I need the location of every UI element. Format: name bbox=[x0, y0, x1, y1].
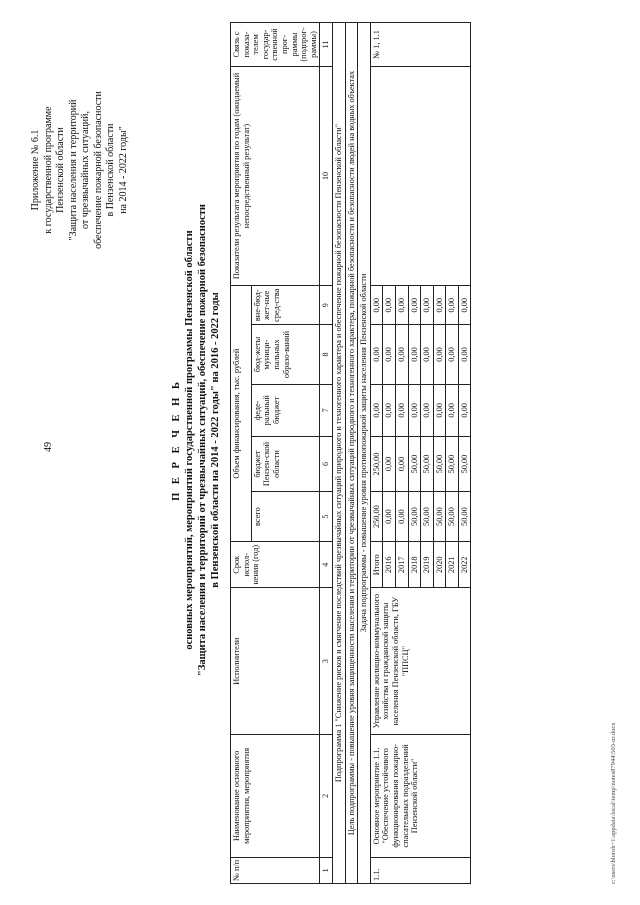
column-number: 7 bbox=[320, 384, 333, 437]
col-head-link: Связь с показа-телем государ-ственной прог-раммы (подпрог-раммы) bbox=[231, 23, 320, 67]
row-total: 0,00 bbox=[383, 491, 396, 541]
row-total: 50,00 bbox=[433, 491, 446, 541]
heading-line: "Защита населения и территорий от чрезвычайных ситуаций, обеспечение пожарной безопасности bbox=[197, 204, 208, 676]
column-number: 6 bbox=[320, 437, 333, 492]
row-municipal: 0,00 bbox=[458, 325, 471, 384]
row-total: 50,00 bbox=[421, 491, 434, 541]
col-head-executors: Исполнители bbox=[231, 588, 320, 735]
row-total: 50,00 bbox=[458, 491, 471, 541]
row-year: 2020 bbox=[433, 542, 446, 588]
row-year: 2022 bbox=[458, 542, 471, 588]
document-heading bbox=[170, 160, 222, 720]
column-number: 2 bbox=[320, 735, 333, 858]
appendix-line: от чрезвычайных ситуаций, bbox=[80, 111, 91, 229]
heading-title: П Е Р Е Ч Е Н Ь bbox=[171, 379, 182, 501]
row-year: Итого bbox=[370, 542, 383, 588]
row-regional: 50,00 bbox=[458, 437, 471, 492]
row-year: 2018 bbox=[408, 542, 421, 588]
column-number: 11 bbox=[320, 23, 333, 67]
column-number: 10 bbox=[320, 66, 333, 285]
row-extra: 0,00 bbox=[446, 286, 459, 325]
column-number: 5 bbox=[320, 491, 333, 541]
col-head-num: № п/п bbox=[231, 857, 320, 883]
item-name: Основное мероприятие 1.1. "Обеспечение устойчивого функционирования пожарно-спасательных подразделений Пензенской области" bbox=[370, 735, 471, 858]
goal-row bbox=[345, 23, 358, 884]
column-number: 9 bbox=[320, 286, 333, 325]
col-head-extra: вне-бюд-жет-ные сред-ства bbox=[251, 286, 320, 325]
row-federal: 0,00 bbox=[458, 384, 471, 437]
subprogram-goal: Цель подпрограммы - повышение уровня защищенности населения и территории от чрезвычайных ситуаций природного и техногенного характера, пожарной безопасности и безопасности людей на водных объектах bbox=[345, 23, 358, 884]
row-regional: 50,00 bbox=[408, 437, 421, 492]
col-head-federal: феде-ральный бюджет bbox=[251, 384, 320, 437]
col-head-total: всего bbox=[251, 491, 320, 541]
row-regional: 0,00 bbox=[395, 437, 408, 492]
item-result bbox=[370, 66, 471, 285]
item-link: № 1, 1.1 bbox=[370, 23, 471, 67]
row-municipal: 0,00 bbox=[433, 325, 446, 384]
appendix-line: на 2014 - 2022 годы" bbox=[117, 126, 129, 214]
task-row bbox=[358, 23, 371, 884]
row-total: 50,00 bbox=[446, 491, 459, 541]
column-numbers-row bbox=[320, 23, 333, 884]
row-municipal: 0,00 bbox=[383, 325, 396, 384]
row-year: 2016 bbox=[383, 542, 396, 588]
row-federal: 0,00 bbox=[421, 384, 434, 437]
row-federal: 0,00 bbox=[433, 384, 446, 437]
header-row bbox=[231, 23, 252, 884]
column-number: 4 bbox=[320, 542, 333, 588]
row-regional: 250,00 bbox=[370, 437, 383, 492]
footer-file-path: c:\users\bloroh~1\appdata\local\temp\notes87944\503-ur.docx bbox=[610, 722, 617, 884]
row-municipal: 0,00 bbox=[446, 325, 459, 384]
page-number: 49 bbox=[43, 442, 54, 452]
row-extra: 0,00 bbox=[433, 286, 446, 325]
col-head-regional: бюджет Пензен-ской области bbox=[251, 437, 320, 492]
row-total: 50,00 bbox=[408, 491, 421, 541]
heading-line: основных мероприятий, мероприятий государственной программы Пензенской области bbox=[184, 230, 195, 650]
table-row bbox=[370, 23, 383, 884]
row-extra: 0,00 bbox=[408, 286, 421, 325]
row-extra: 0,00 bbox=[458, 286, 471, 325]
row-municipal: 0,00 bbox=[408, 325, 421, 384]
subprogram-task: Задача подпрограммы - повышение уровня противопожарной защиты населения Пензенской области bbox=[358, 23, 371, 884]
appendix-line: "Защита населения и территорий bbox=[67, 99, 79, 241]
row-extra: 0,00 bbox=[383, 286, 396, 325]
subprogram-row bbox=[332, 23, 345, 884]
col-head-term: Срок испол-нения (год) bbox=[231, 542, 320, 588]
row-extra: 0,00 bbox=[395, 286, 408, 325]
column-number: 8 bbox=[320, 325, 333, 384]
row-year: 2021 bbox=[446, 542, 459, 588]
row-year: 2019 bbox=[421, 542, 434, 588]
document-sheet bbox=[20, 20, 620, 890]
appendix-line: Приложение № 6.1 bbox=[30, 129, 41, 211]
column-number: 3 bbox=[320, 588, 333, 735]
row-municipal: 0,00 bbox=[370, 325, 383, 384]
row-federal: 0,00 bbox=[383, 384, 396, 437]
column-number: 1 bbox=[320, 857, 333, 883]
row-federal: 0,00 bbox=[395, 384, 408, 437]
measures-table bbox=[230, 22, 471, 884]
row-federal: 0,00 bbox=[408, 384, 421, 437]
col-head-municipal: бюд-жеты муници-пальных образо-ваний bbox=[251, 325, 320, 384]
appendix-line: обеспечение пожарной безопасности bbox=[92, 91, 104, 249]
row-total: 0,00 bbox=[395, 491, 408, 541]
row-municipal: 0,00 bbox=[421, 325, 434, 384]
col-head-volume: Объем финансирования, тыс. рублей bbox=[231, 286, 252, 542]
row-federal: 0,00 bbox=[446, 384, 459, 437]
row-extra: 0,00 bbox=[421, 286, 434, 325]
row-regional: 50,00 bbox=[446, 437, 459, 492]
row-federal: 0,00 bbox=[370, 384, 383, 437]
row-total: 250,00 bbox=[370, 491, 383, 541]
row-regional: 50,00 bbox=[421, 437, 434, 492]
subprogram-title: Подпрограмма 1 "Снижение рисков и смягчение последствий чрезвычайных ситуаций природного и техногенного характера и обеспечение пожарной безопасности Пензенской области" bbox=[332, 23, 345, 884]
row-extra: 0,00 bbox=[370, 286, 383, 325]
row-municipal: 0,00 bbox=[395, 325, 408, 384]
item-number: 1.1. bbox=[370, 857, 471, 883]
row-regional: 50,00 bbox=[433, 437, 446, 492]
appendix-line: к государственной программе bbox=[42, 106, 54, 234]
col-head-result: Показатели результата мероприятия по годам (ожидаемый непосредственный результат) bbox=[231, 66, 320, 285]
row-regional: 0,00 bbox=[383, 437, 396, 492]
col-head-name: Наименование основного мероприятия, мероприятия bbox=[231, 735, 320, 858]
item-executors: Управление жилищно-коммунального хозяйства и гражданской защиты населения Пензенской области, ГБУ "ППСЦ" bbox=[370, 588, 471, 735]
row-year: 2017 bbox=[395, 542, 408, 588]
appendix-line: в Пензенской области bbox=[105, 123, 116, 217]
heading-line: в Пензенской области на 2014 - 2022 годы" на 2016 - 2022 годы bbox=[210, 292, 221, 588]
appendix-line: Пензенской области bbox=[55, 127, 66, 213]
appendix-note bbox=[30, 40, 130, 300]
